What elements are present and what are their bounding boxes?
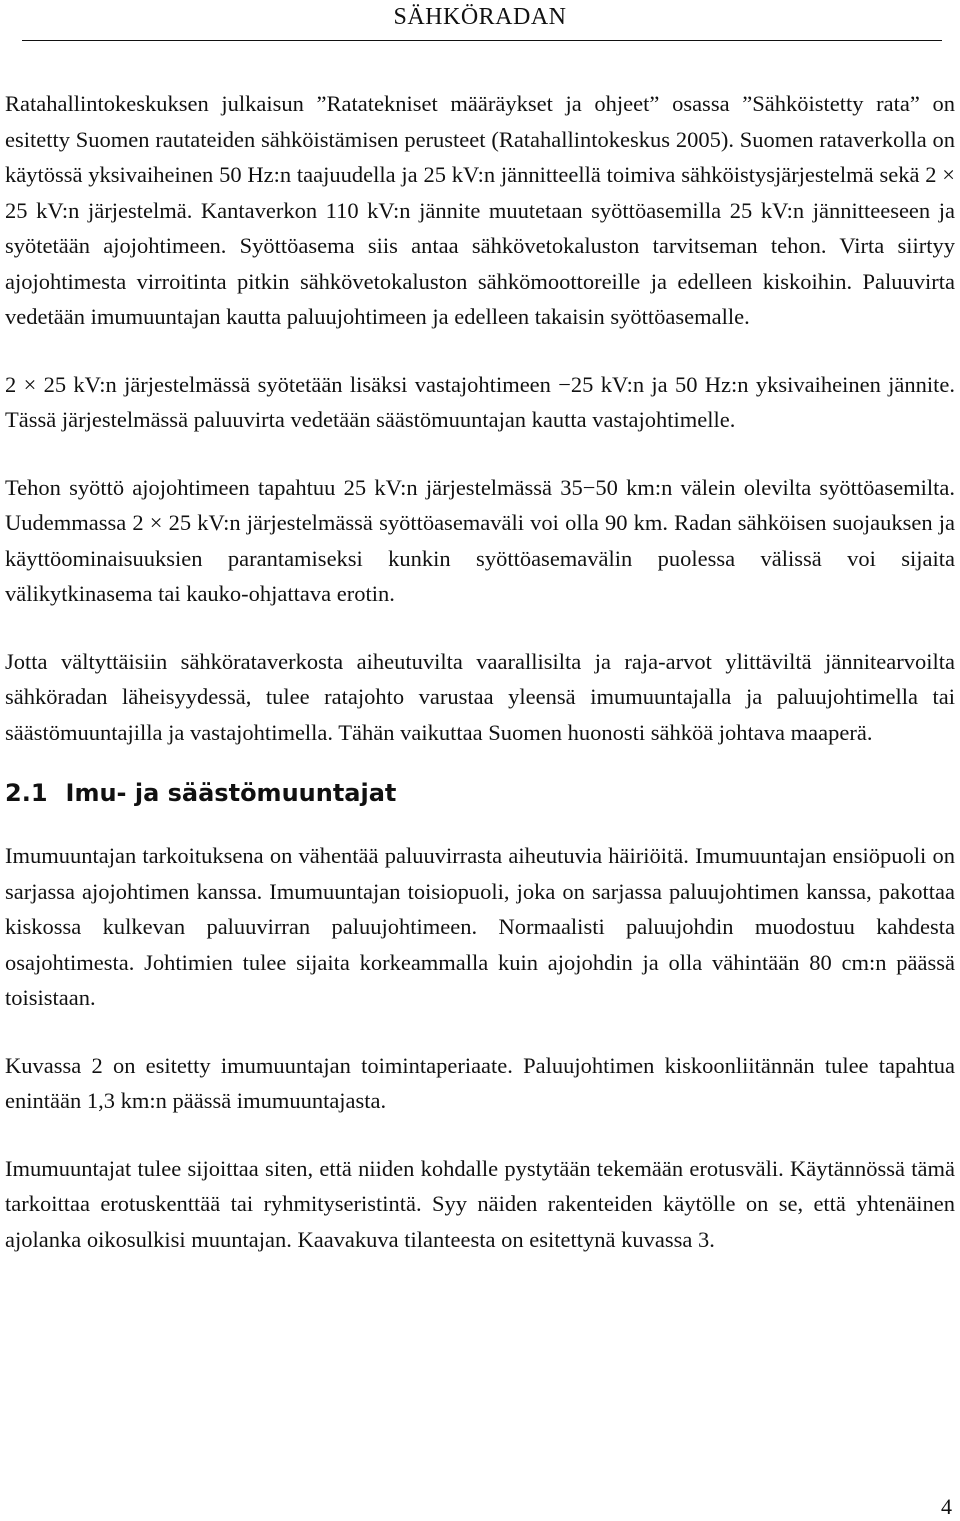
section-number: 2.1 [5, 779, 48, 807]
body-paragraph: Tehon syöttö ajojohtimeen tapahtuu 25 kV:n järjestelmässä 35−50 km:n välein olevilta syöttöasemilta. Uudemmassa 2 × 25 kV:n järjestelmässä syöttöasemaväli voi olla 90 km. Radan sähköisen suojauksen ja käyttöominaisuuksien parantamiseksi kunkin syöttöasemavälin puolessa välissä voi sijaita välikytkinasema tai kauko-ohjattava erotin. [5, 474, 955, 606]
section-title: Imu- ja säästömuuntajat [65, 779, 397, 807]
body-paragraph: Imumuuntajat tulee sijoittaa siten, että niiden kohdalle pystytään tekemään erotusväli. Käytännössä tämä tarkoittaa erotuskenttää tai ryhmityseristintä. Syy näiden rakenteiden käytölle on se, että yhtenäinen ajolanka oikosulkisi muuntajan. Kaavakuva tilanteesta on esitettynä kuvassa 3. [5, 1155, 955, 1252]
header-rule [22, 40, 942, 41]
body-paragraph: Jotta vältyttäisiin sähkörataverkosta aiheutuvilta vaarallisilta ja raja-arvot ylittäviltä jännitearvoilta sähköradan läheisyydessä, tulee ratajohto varustaa yleensä imumuuntajalla ja paluujohtimella tai säästömuuntajilla ja vastajohtimella. Tähän vaikuttaa Suomen huonosti sähköä johtava maaperä. [5, 648, 955, 745]
page-body [5, 86, 955, 1257]
body-paragraph: 2 × 25 kV:n järjestelmässä syötetään lisäksi vastajohtimeen −25 kV:n ja 50 Hz:n yksivaiheinen jännite. Tässä järjestelmässä paluuvirta vedetään säästömuuntajan kautta vastajohtimelle. [5, 371, 955, 432]
body-paragraph: Kuvassa 2 on esitetty imumuuntajan toimintaperiaate. Paluujohtimen kiskoonliitännän tulee tapahtua enintään 1,3 km:n päässä imumuuntajasta. [5, 1052, 955, 1113]
section-heading [5, 776, 955, 810]
body-paragraph: Imumuuntajan tarkoituksena on vähentää paluuvirrasta aiheutuvia häiriöitä. Imumuuntajan ensiöpuoli on sarjassa ajojohtimen kanssa. Imumuuntajan toisiopuoli, joka on sarjassa paluujohtimen kanssa, pakottaa kiskossa kulkevan paluuvirran paluujohtimeen. Normaalisti paluujohdin muodostuu kahdesta osajohtimesta. Johtimien tulee sijaita korkeammalla kuin ajojohdin ja olla vähintään 80 cm:n päässä toisistaan. [5, 843, 955, 1010]
body-paragraph: Ratahallintokeskuksen julkaisun ”Ratatekniset määräykset ja ohjeet” osassa ”Sähköistetty rata” on esitetty Suomen rautateiden sähköistämisen perusteet (Ratahallintokeskus 2005). Suomen rataverkolla on käytössä yksivaiheinen 50 Hz:n taajuudella ja 25 kV:n jännitteellä toimiva sähköistysjärjestelmä sekä 2 × 25 kV:n järjestelmä. Kantaverkon 110 kV:n jännite muutetaan syöttöasemilla 25 kV:n jännitteeseen ja syötetään ajojohtimeen. Syöttöasema siis antaa sähkövetokaluston tarvitseman tehon. Virta siirtyy ajojohtimesta virroitinta pitkin sähkövetokaluston sähkömoottoreille ja edelleen kiskoihin. Paluuvirta vedetään imumuuntajan kautta paluujohtimeen ja edelleen takaisin syöttöasemalle. [5, 91, 955, 329]
page-number: 4 [941, 1494, 952, 1519]
running-header: SÄHKÖRADAN [393, 4, 567, 30]
